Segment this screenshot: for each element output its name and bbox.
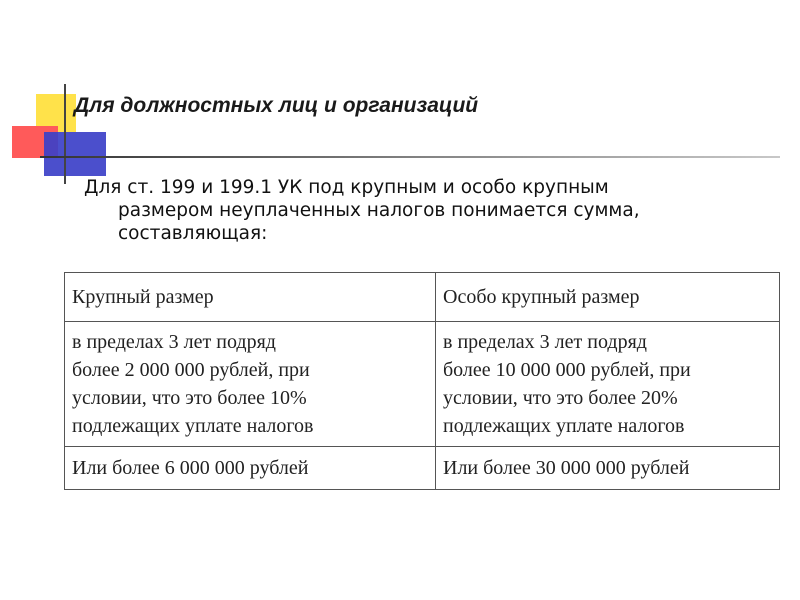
intro-paragraph: [84, 176, 774, 245]
table-header-row: [65, 273, 780, 322]
table-cell-large-conditions: [65, 322, 436, 447]
intro-line-1: Для ст. 199 и 199.1 УК под крупным и особо крупным: [84, 177, 609, 198]
table-cell-large-alternative: Или более 6 000 000 рублей: [65, 447, 436, 490]
cell-line: в пределах 3 лет подряд: [72, 331, 276, 353]
table-row: [65, 322, 780, 447]
cell-line: условии, что это более 10%: [72, 387, 307, 409]
cell-line: подлежащих уплате налогов: [72, 415, 314, 437]
tax-thresholds-table: [64, 272, 780, 490]
vertical-rule-decoration: [64, 84, 66, 184]
table-row: [65, 447, 780, 490]
table-cell-especially-large-conditions: [436, 322, 780, 447]
blue-square-decoration: [44, 132, 106, 176]
intro-line-3: составляющая:: [118, 223, 268, 244]
cell-line: более 2 000 000 рублей, при: [72, 359, 310, 381]
title-underline-rule: [40, 156, 780, 158]
slide-title: Для должностных лиц и организаций: [74, 94, 479, 117]
intro-line-2: размером неуплаченных налогов понимается сумма,: [118, 200, 640, 221]
header-large-size: Крупный размер: [65, 273, 436, 322]
cell-line: в пределах 3 лет подряд: [443, 331, 647, 353]
header-especially-large-size: Особо крупный размер: [436, 273, 780, 322]
cell-line: условии, что это более 20%: [443, 387, 678, 409]
cell-line: более 10 000 000 рублей, при: [443, 359, 691, 381]
cell-line: подлежащих уплате налогов: [443, 415, 685, 437]
table-cell-especially-large-alternative: Или более 30 000 000 рублей: [436, 447, 780, 490]
